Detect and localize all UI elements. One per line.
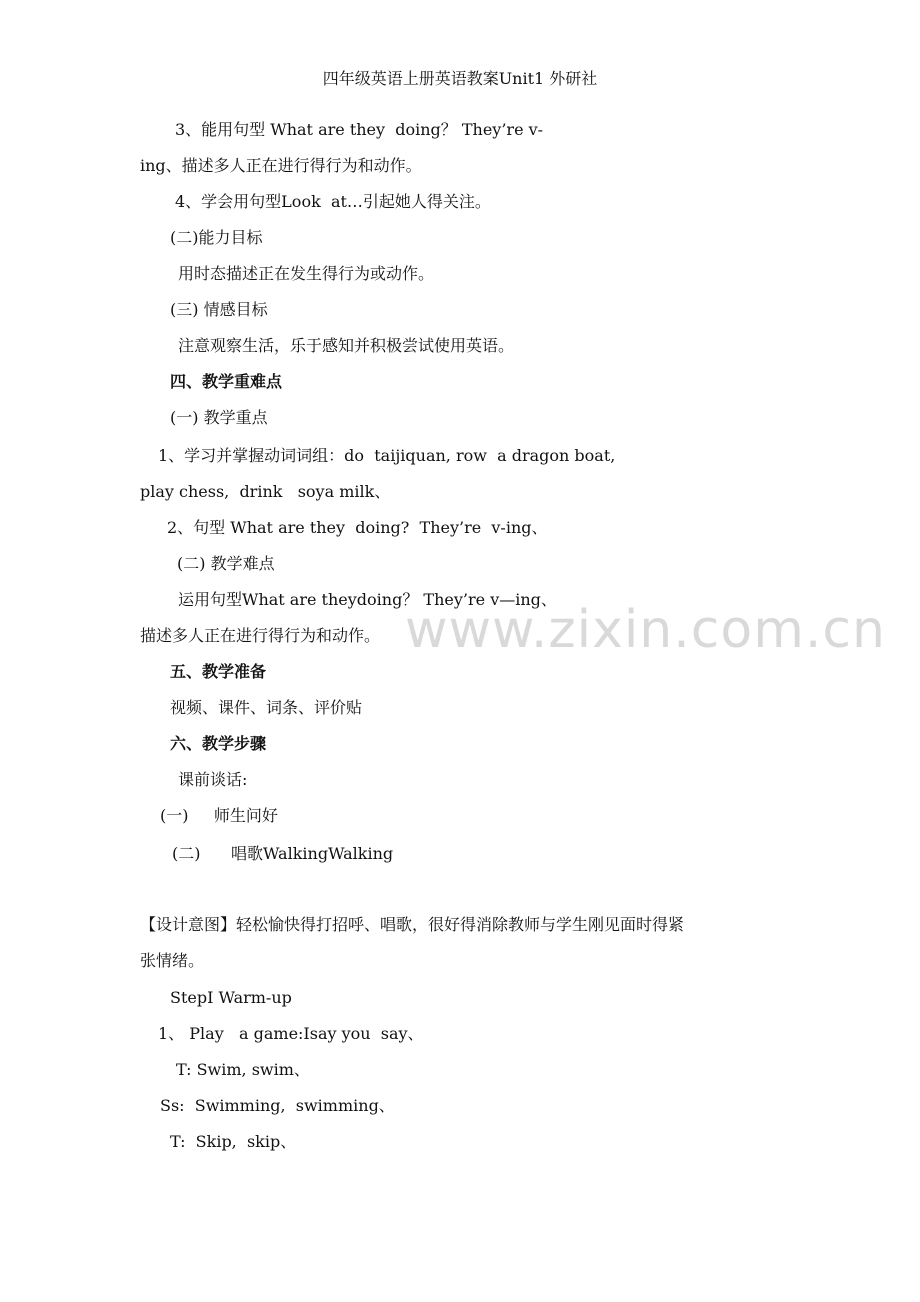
text-line: (二) 唱歌WalkingWalking [172,844,394,863]
text-line: 1、 Play a game:Isay you say、 [158,1024,424,1043]
text-line: 4、学会用句型Look at…引起她人得关注。 [175,192,491,211]
text-line: T: Swim, swim、 [176,1060,310,1079]
section-subheading: (一) 教学重点 [170,408,268,427]
design-intent-line: 【设计意图】轻松愉快得打招呼、唱歌，很好得消除教师与学生刚见面时得紧 [140,915,685,934]
page-header: 四年级英语上册英语教案Unit1 外研社 [322,69,598,88]
text-line: 注意观察生活，乐于感知并积极尝试使用英语。 [178,336,515,355]
text-line: play chess, drink soya milk、 [140,482,391,501]
text-line: (一) 师生问好 [160,806,278,825]
text-line: 2、句型 What are they doing? They’re v-ing、 [167,518,548,537]
text-line: 3、能用句型 What are they doing？ They’re v- [175,120,544,139]
section-heading: 五、教学准备 [170,662,267,681]
text-line: 课前谈话: [178,770,248,789]
design-intent-line: 张情绪。 [140,951,205,970]
watermark: www.zixin.com.cn [405,600,886,660]
text-line: 用时态描述正在发生得行为或动作。 [178,264,435,283]
text-line: 1、学习并掌握动词词组：do taijiquan, row a dragon boat, [158,446,616,465]
text-line: ing、描述多人正在进行得行为和动作。 [140,156,422,175]
section-subheading: (二) 教学难点 [177,554,275,573]
section-subheading: (三) 情感目标 [170,300,268,319]
step-heading: StepⅠ Warm-up [170,988,292,1007]
text-line: T: Skip, skip、 [170,1132,297,1151]
text-line: 视频、课件、词条、评价贴 [170,698,363,717]
section-heading: 六、教学步骤 [170,734,267,753]
section-subheading: (二)能力目标 [170,228,263,247]
text-line: Ss: Swimming, swimming、 [160,1096,395,1115]
text-line: 运用句型What are theydoing？ They’re v—ing、 [178,590,557,609]
section-heading: 四、教学重难点 [170,372,283,391]
text-line: 描述多人正在进行得行为和动作。 [140,626,381,645]
